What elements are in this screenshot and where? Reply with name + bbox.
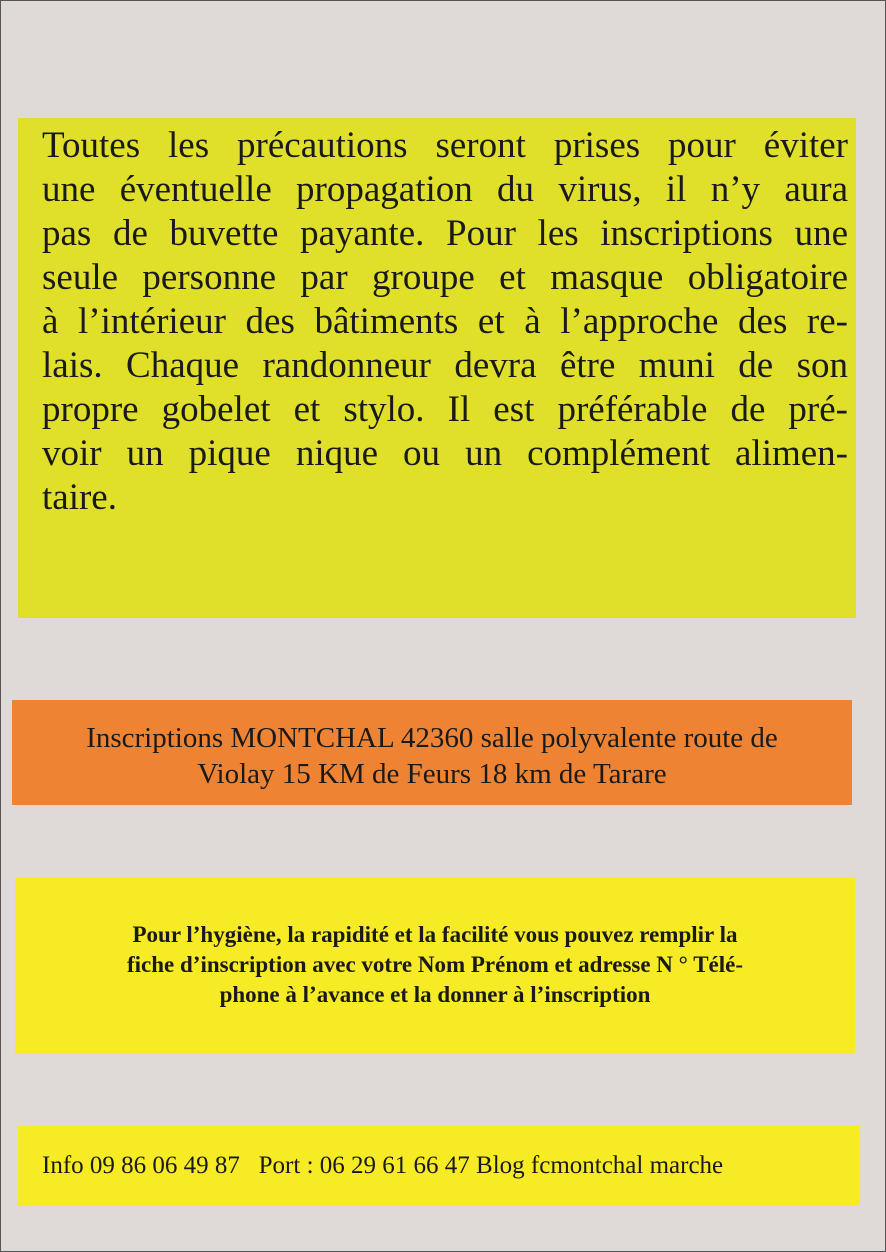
precautions-line: propre gobelet et stylo. Il est préférable de pré- — [42, 389, 848, 430]
precautions-line: voir un pique nique ou un complément alimen- — [42, 433, 848, 474]
hygiene-line-3: phone à l’avance et la donner à l’inscription — [219, 982, 651, 1007]
hygiene-line-2: fiche d’inscription avec votre Nom Prénom et adresse N ° Télé- — [126, 952, 743, 977]
address-line-1: Inscriptions MONTCHAL 42360 salle polyvalente route de — [86, 722, 778, 754]
address-line-2: Violay 15 KM de Feurs 18 km de Tarare — [197, 758, 667, 790]
hygiene-line-1: Pour l’hygiène, la rapidité et la facilité vous pouvez remplir la — [132, 922, 738, 947]
contact-info-block — [18, 1126, 860, 1206]
precautions-line: à l’intérieur des bâtiments et à l’approche des re- — [42, 301, 848, 342]
hygiene-notice-block — [15, 877, 855, 1054]
precautions-line: lais. Chaque randonneur devra être muni de son — [42, 345, 848, 386]
precautions-block — [18, 118, 856, 618]
precautions-line: pas de buvette payante. Pour les inscriptions une — [42, 213, 848, 254]
precautions-line: une éventuelle propagation du virus, il n’y aura — [42, 169, 848, 210]
precautions-line: seule personne par groupe et masque obligatoire — [42, 257, 848, 298]
precautions-line: Toutes les précautions seront prises pour éviter — [42, 125, 848, 166]
contact-info-text: Info 09 86 06 49 87 Port : 06 29 61 66 47 Blog fcmontchal marche — [42, 1152, 724, 1179]
precautions-line: taire. — [42, 477, 117, 518]
registration-address-block — [12, 700, 852, 805]
